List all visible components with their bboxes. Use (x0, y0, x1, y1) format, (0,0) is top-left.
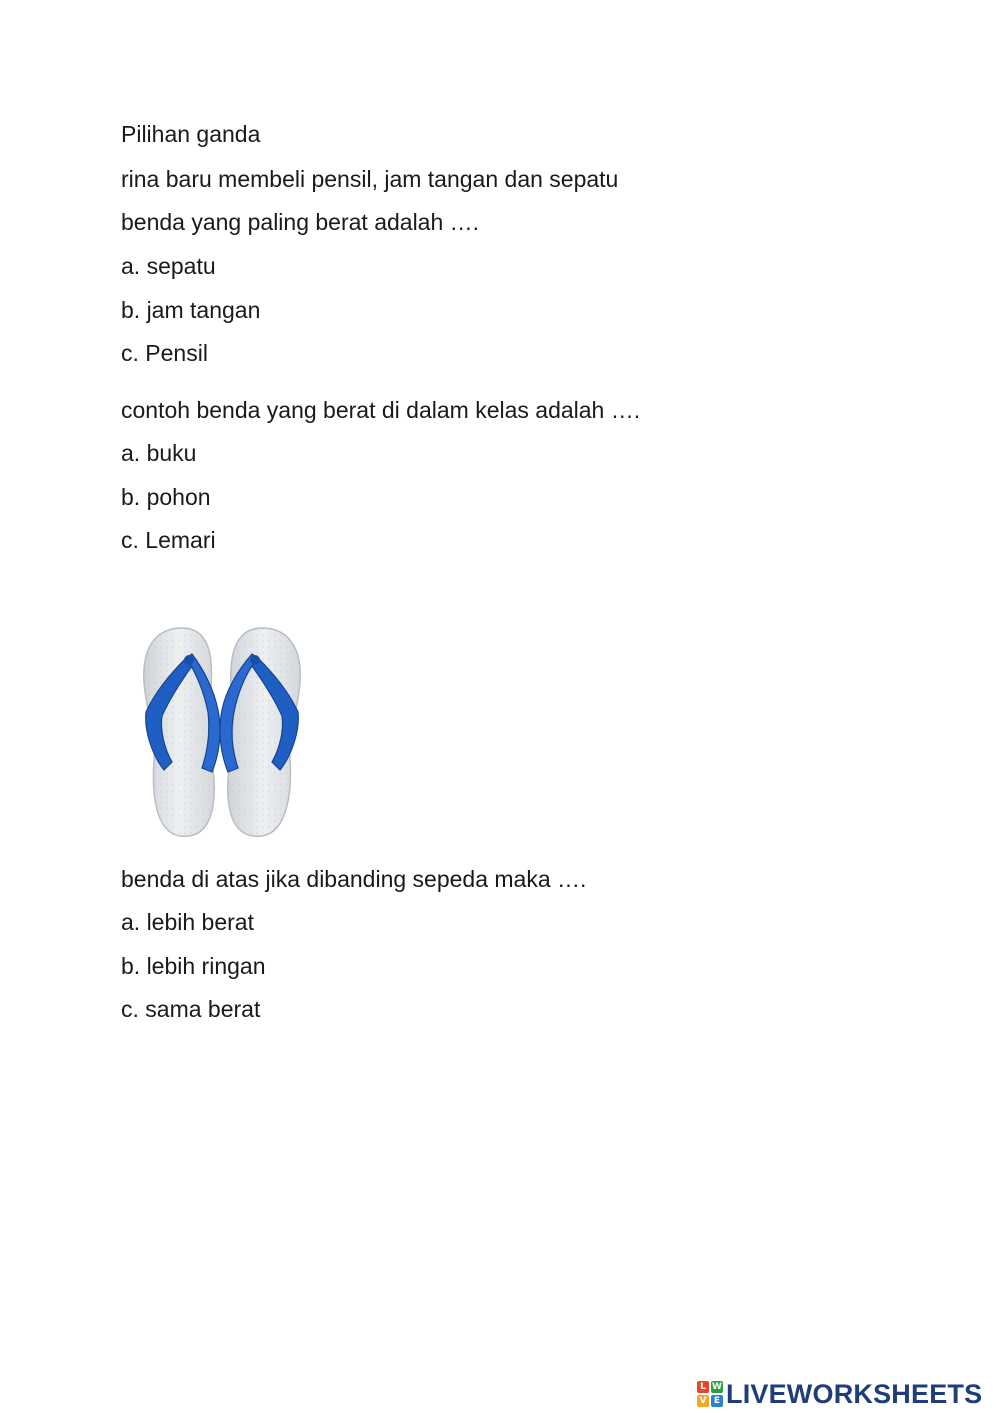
logo-letter-v: V (697, 1395, 709, 1407)
question-1-option-a[interactable]: a. sepatu (121, 253, 216, 279)
question-1-intro: rina baru membeli pensil, jam tangan dan sepatu (121, 166, 619, 192)
logo-letter-l: L (697, 1381, 709, 1393)
question-3-prompt: benda di atas jika dibanding sepeda maka …. (121, 866, 587, 892)
liveworksheets-icon (697, 1381, 723, 1407)
logo-letter-w: W (712, 1382, 722, 1392)
sandals-illustration (134, 620, 318, 842)
question-2-prompt: contoh benda yang berat di dalam kelas adalah …. (121, 397, 641, 423)
question-1-option-b[interactable]: b. jam tangan (121, 297, 261, 323)
question-1-option-c[interactable]: c. Pensil (121, 340, 208, 366)
liveworksheets-wordmark: LIVEWORKSHEETS (726, 1378, 983, 1409)
question-2-option-b[interactable]: b. pohon (121, 484, 211, 510)
flip-flop-sandals-image (134, 620, 318, 842)
question-1-prompt: benda yang paling berat adalah …. (121, 209, 480, 235)
question-3-option-a[interactable]: a. lebih berat (121, 909, 254, 935)
question-3-option-c[interactable]: c. sama berat (121, 996, 261, 1022)
liveworksheets-logo (697, 1377, 982, 1411)
question-2-option-c[interactable]: c. Lemari (121, 527, 216, 553)
question-3-option-b[interactable]: b. lebih ringan (121, 953, 266, 979)
logo-letter-e: E (711, 1395, 723, 1407)
worksheet-heading: Pilihan ganda (121, 121, 261, 147)
question-2-option-a[interactable]: a. buku (121, 440, 197, 466)
